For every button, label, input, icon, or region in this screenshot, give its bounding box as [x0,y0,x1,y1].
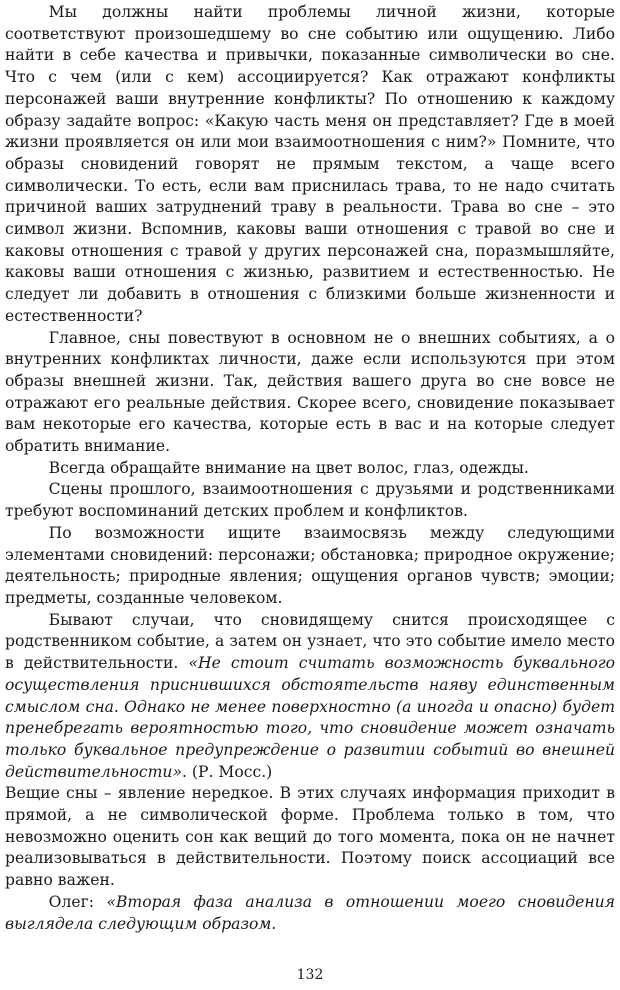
oleg-quote: «Вторая фаза анализа в отношении моего сновидения выглядела следующим образом. [5,892,615,933]
paragraph-relatives-lead: Бывают случаи, что сновидящему снится происходящее с родственником событие, а затем он узнает, что это событие имело место в действительности. [5,610,615,673]
body-text [5,2,615,935]
paragraph-relatives-events [5,610,615,784]
paragraph-prophetic-dreams: Вещие сны – явление нередкое. В этих случаях информация приходит в прямой, а не символической форме. Проблема только в том, что невозможно оценить сон как вещий до того момента, пока он не начнет реализовываться в действительности. Поэтому поиск ассоциаций все равно важен. [5,784,615,890]
paragraph-inner-conflicts: Главное, сны повествуют в основном не о внешних событиях, а о внутренних конфликтах личности, даже если используются при этом образы внешней жизни. Так, действия вашего друга во сне вовсе не отражают его реальные действия. Скорее всего, сновидение показывает вам некоторые его качества, которые есть в вас и на которые следует обратить внимание. [5,328,615,456]
paragraph-dream-problems: Мы должны найти проблемы личной жизни, которые соответствуют произошедшему во сне событию или ощущению. Либо найти в себе качества и привычки, показанные символически во сне. Что с чем (или с кем) ассоциируется? Как отражают конфликты персонажей ваши внутренние конфликты? По отношению к каждому образу задайте вопрос: «Какую часть меня он представляет? Где в моей жизни проявляется он или мои взаимоотношения с ним?» Помните, что образы сновидений говорят не прямым текстом, а чаще всего символически. То есть, если вам приснилась трава, то не надо считать причиной ваших затруднений траву в реальности. Трава во сне – это символ жизни. Вспомнив, каковы ваши отношения с травой во сне и каковы отношения с травой у других персонажей сна, поразмышляйте, каковы ваши отношения с жизнью, развитием и естественностью. Не следует ли добавить в отношения с близкими больше жизненности и естественности? [5,3,615,325]
paragraph-oleg [5,892,615,935]
moss-quote: «Не стоит считать возможность буквального осуществления приснившихся обстоятельств наяву единственным смыслом сна. Однако не менее поверхностно (а иногда и опасно) будет пренебрегать вероятностью того, что сновидение может означать только буквальное предупреждение о развитии событий во внешней действительности» [5,654,615,781]
speaker-name: Олег: [48,892,107,911]
paragraph-dream-elements: По возможности ищите взаимосвязь между следующими элементами сновидений: персонажи; обстановка; природное окружение; деятельность; природные явления; ощущения органов чувств; эмоции; предметы, созданные человеком. [5,523,615,607]
page-number: 132 [296,967,324,983]
paragraph-past-scenes: Сцены прошлого, взаимоотношения с друзьями и родственниками требуют воспоминаний детских проблем и конфликтов. [5,480,615,521]
paragraph-attention-colors: Всегда обращайте внимание на цвет волос, глаз, одежды. [48,458,529,477]
moss-attribution: . (Р. Мосс.) [182,762,273,781]
